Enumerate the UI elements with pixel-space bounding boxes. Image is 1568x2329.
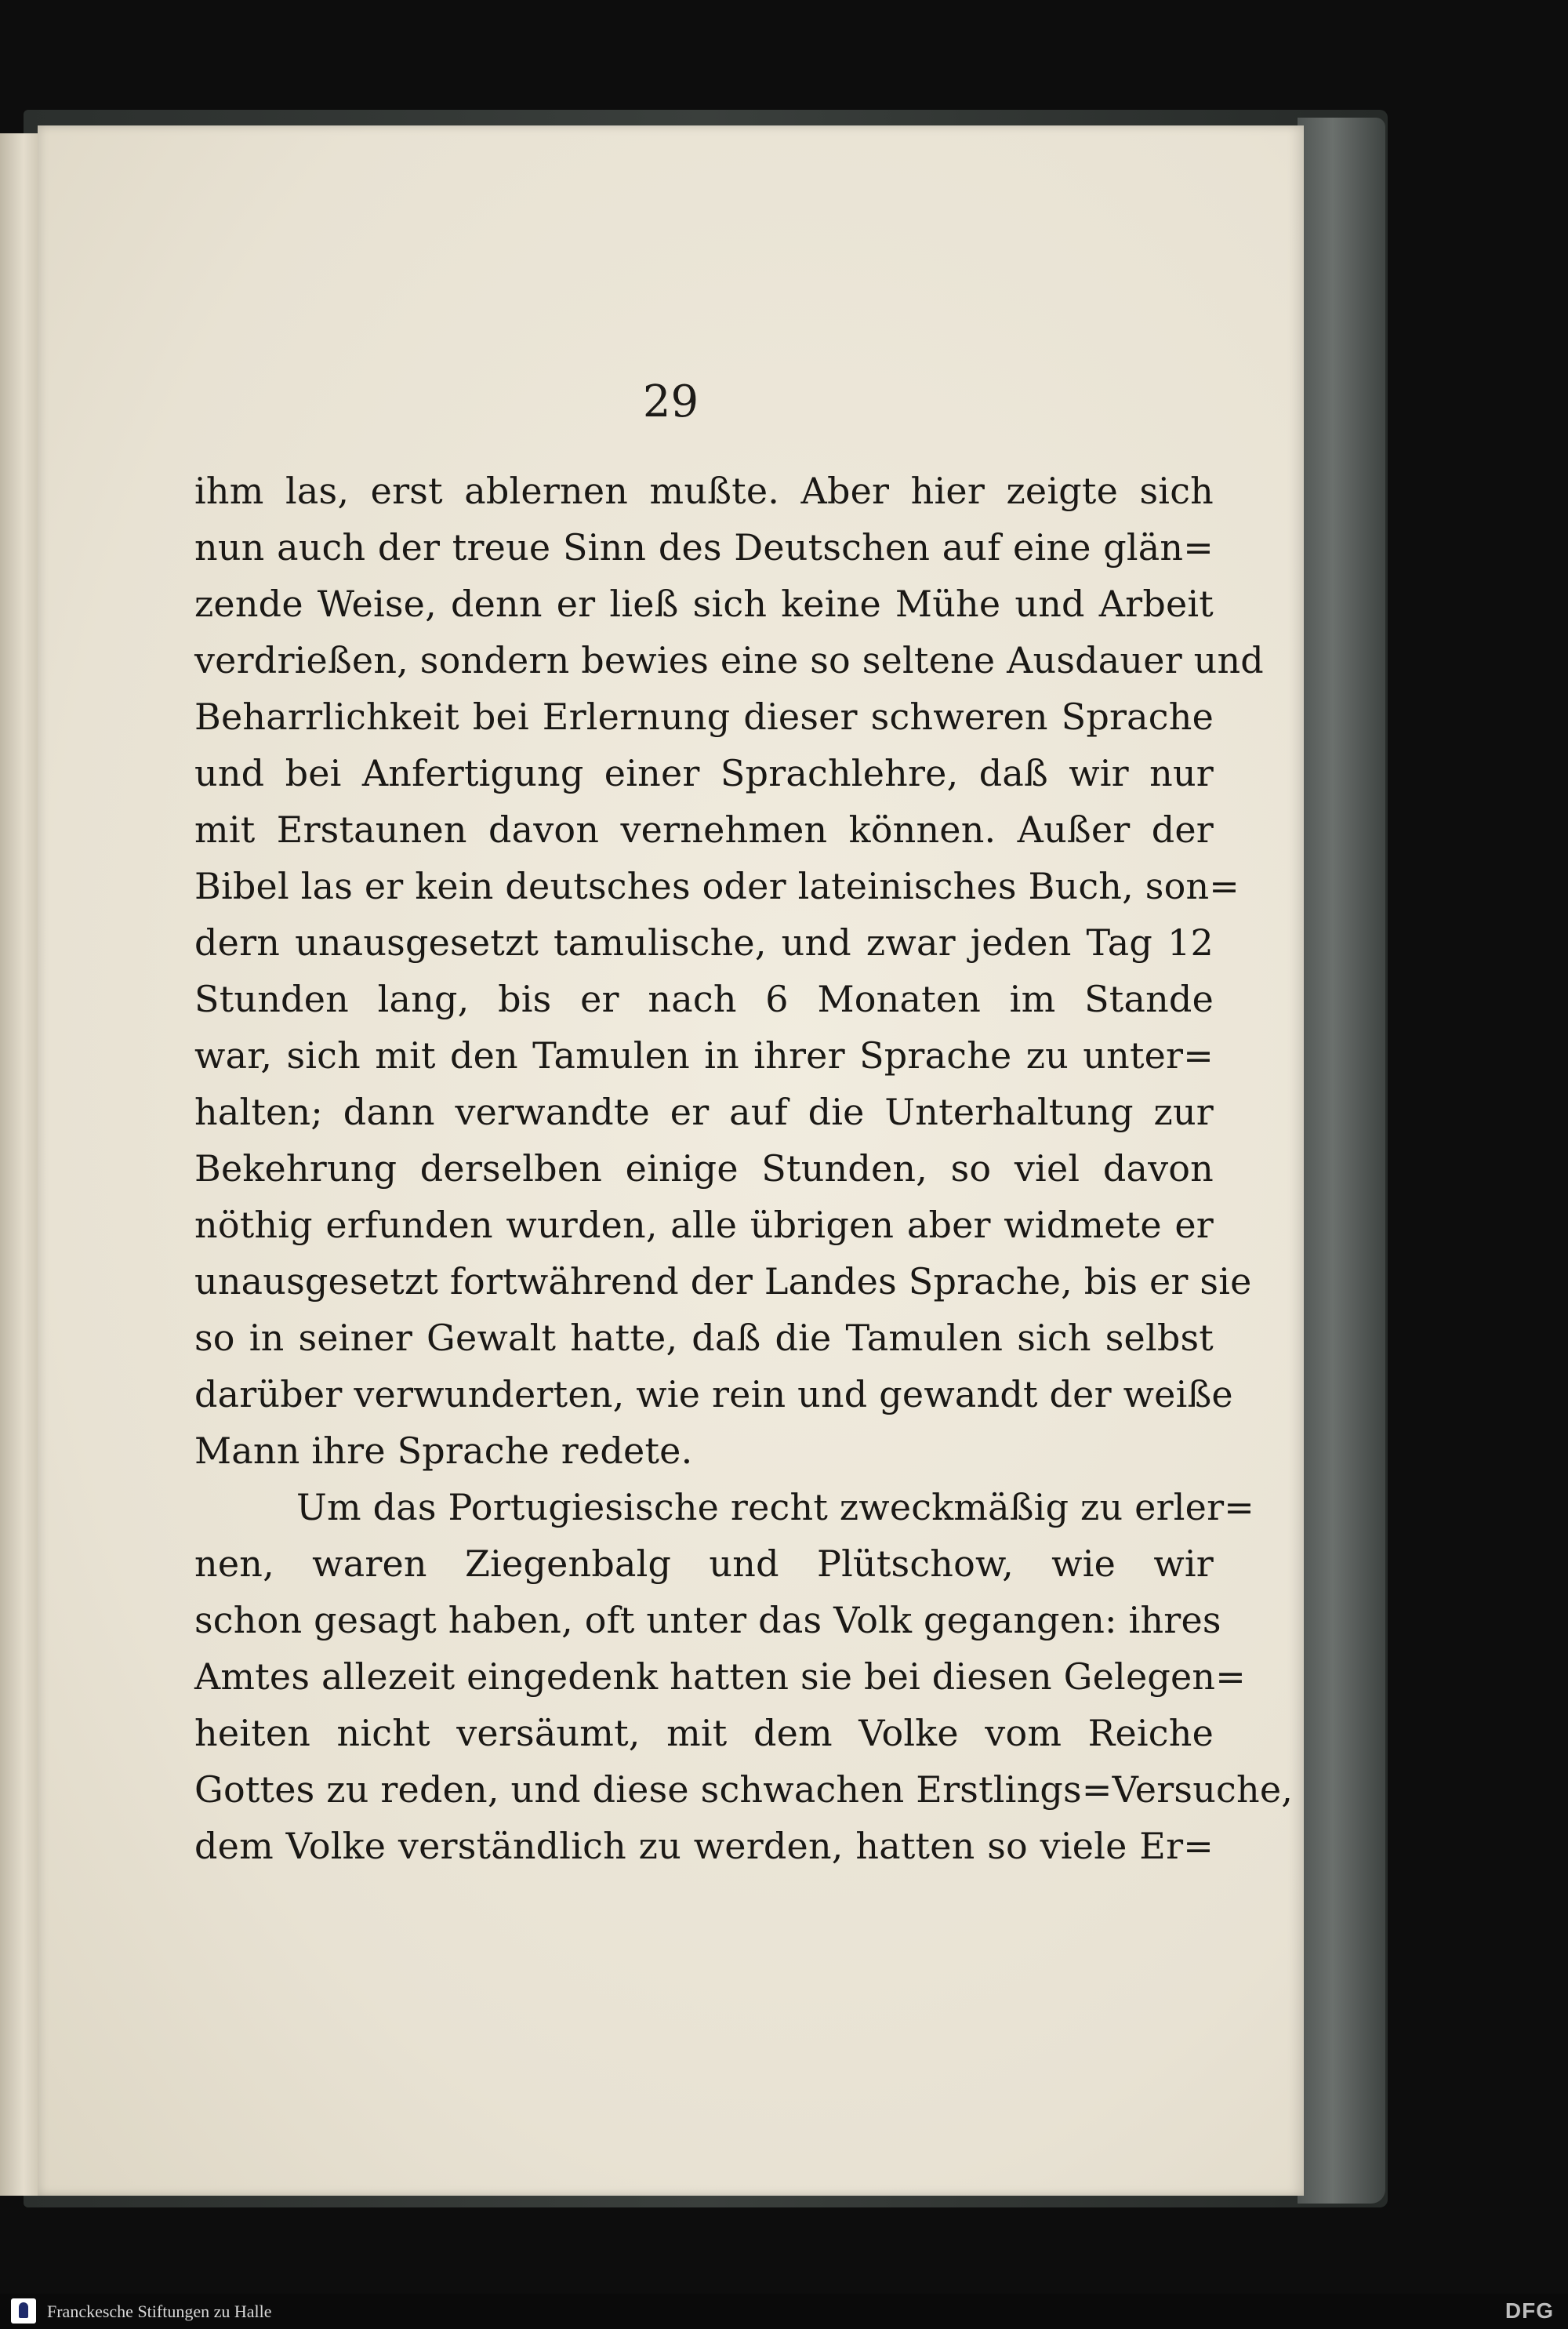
viewer-footer	[0, 2294, 1568, 2329]
text-line: Bekehrung derselben einige Stunden, so viel davon	[194, 1147, 1214, 1190]
text-line: darüber verwunderten, wie rein und gewandt der weiße	[194, 1373, 1233, 1415]
text-line-paragraph-end: Mann ihre Sprache redete.	[194, 1430, 693, 1472]
institution-name: Franckesche Stiftungen zu Halle	[47, 2302, 272, 2321]
text-line: und bei Anfertigung einer Sprachlehre, daß wir nur	[194, 752, 1214, 794]
text-line: schon gesagt haben, oft unter das Volk gegangen: ihres	[194, 1599, 1221, 1641]
text-line: ihm las, erst ablernen mußte. Aber hier zeigte sich	[194, 470, 1214, 512]
text-line: Bibel las er kein deutsches oder lateinisches Buch, son=	[194, 865, 1240, 907]
text-line-paragraph-start: Um das Portugiesische recht zweckmäßig zu erler=	[296, 1486, 1255, 1528]
text-line: dem Volke verständlich zu werden, hatten so viele Er=	[194, 1825, 1214, 1867]
text-line: nen, waren Ziegenbalg und Plütschow, wie wir	[194, 1542, 1214, 1585]
dfg-logo: DFG	[1504, 2298, 1554, 2323]
text-line: Beharrlichkeit bei Erlernung dieser schweren Sprache	[194, 696, 1214, 738]
text-line: verdrießen, sondern bewies eine so seltene Ausdauer und	[194, 639, 1264, 681]
page-number: 29	[642, 376, 699, 427]
text-line: dern unausgesetzt tamulische, und zwar jeden Tag 12	[194, 921, 1214, 964]
text-line: unausgesetzt fortwährend der Landes Sprache, bis er sie	[194, 1260, 1252, 1303]
text-line: mit Erstaunen davon vernehmen können. Außer der	[194, 808, 1214, 851]
text-line: nöthig erfunden wurden, alle übrigen aber widmete er	[194, 1204, 1214, 1246]
text-line: Gottes zu reden, und diese schwachen Erstlings=Versuche,	[194, 1768, 1294, 1811]
text-line: Amtes allezeit eingedenk hatten sie bei diesen Gelegen=	[194, 1655, 1247, 1698]
text-line: heiten nicht versäumt, mit dem Volke vom Reiche	[194, 1712, 1214, 1754]
book-cover-edge	[1298, 118, 1385, 2204]
text-line: nun auch der treue Sinn des Deutschen auf eine glän=	[194, 526, 1214, 569]
text-line: war, sich mit den Tamulen in ihrer Sprache zu unter=	[194, 1034, 1214, 1077]
text-line: Stunden lang, bis er nach 6 Monaten im Stande	[194, 978, 1214, 1020]
text-line: zende Weise, denn er ließ sich keine Mühe und Arbeit	[194, 583, 1214, 625]
text-line: halten; dann verwandte er auf die Unterhaltung zur	[194, 1091, 1214, 1133]
previous-page-edge	[0, 133, 39, 2196]
text-line: so in seiner Gewalt hatte, daß die Tamulen sich selbst	[194, 1317, 1214, 1359]
book-page	[38, 125, 1304, 2196]
institution-logo-icon	[11, 2298, 36, 2324]
page-text	[194, 463, 1294, 1874]
